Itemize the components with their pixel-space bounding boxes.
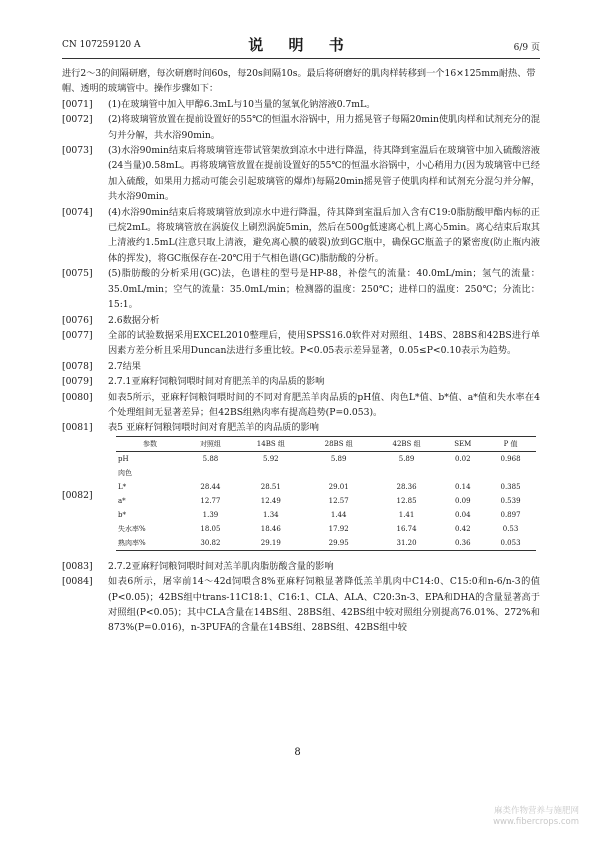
paragraph-number: [0075] [62,268,93,280]
paragraph [62,328,540,359]
paragraph-text: 2.7.1亚麻籽饲粮饲喂时间对育肥羔羊的肉品质的影响 [108,376,325,388]
paragraph [62,390,540,421]
table-cell: 0.02 [454,454,471,463]
paragraph [62,205,540,267]
table-header-cell: SEM [440,436,485,451]
paragraph [62,420,540,435]
table-cell: 0.14 [454,482,471,491]
table-cell: 5.89 [398,454,415,463]
table-cell: 0.053 [485,536,536,551]
document-body [62,66,540,636]
table-cell: 5.88 [202,454,219,463]
patent-number: CN 107259120 A [62,40,141,50]
table-cell: 0.36 [440,536,485,551]
table-cell: 28.44 [200,482,221,491]
table-header-cell: 参数 [116,436,184,451]
table-cell: 29.95 [305,536,373,551]
paragraph [62,112,540,143]
table-cell: 12.85 [396,496,417,505]
table-header-row [116,436,536,451]
paragraph-text: (5)脂肪酸的分析采用(GC)法，色谱柱的型号是HP-88，补偿气的流量：40.0mL/min；氢气的流量：35.0mL/min；空气的流量：35.0mL/min；检测器的温度：250℃；进样口的温度：250℃；分流比：15:1。 [108,268,540,311]
table-cell: 0.04 [454,510,471,519]
table-cell: 1.34 [263,510,279,519]
table-cell: 1.44 [330,510,347,519]
table-cell: 12.49 [260,496,281,505]
table-row [116,522,536,536]
paragraph-text: 如表5所示，亚麻籽饲粮饲喂时间的不同对育肥羔羊肉品质的pH值、肉色L*值、b*值、a*值和失水率在4个处理组间无显著差异；但42BS组熟肉率有提高趋势(P=0.053)。 [108,391,540,418]
table-cell [305,466,373,480]
table-5-block [62,436,540,551]
table-header-cell: 14BS 组 [237,436,305,451]
table-cell: 17.92 [328,524,349,533]
paragraph [62,574,540,636]
table-cell: 0.42 [454,524,471,533]
table-cell [184,466,237,480]
table-cell: 熟肉率% [116,536,184,551]
page-header [62,34,540,56]
table-cell: a* [118,496,126,505]
table-cell: 16.74 [396,524,417,533]
paragraph-number: [0073] [62,145,93,157]
paragraph [62,266,540,312]
table-cell: 肉色 [118,468,132,477]
table-cell: 31.20 [373,536,441,551]
table-cell: 18.05 [200,524,221,533]
paragraph-text: (2)将玻璃管放置在提前设置好的55℃的恒温水浴锅中，用力摇晃管子每隔20min使肌肉样和试剂充分的混匀并分解，共水浴90min。 [108,114,540,141]
table-cell: 0.09 [454,496,471,505]
paragraph-number: [0083] [62,560,93,572]
paragraph [62,374,540,389]
table-5 [116,436,536,551]
table-cell: 18.46 [260,524,281,533]
page-reference: 6/9 页 [513,43,540,53]
paragraph [62,97,540,112]
table-cell: 5.89 [330,454,347,463]
paragraph-text: 2.7结果 [108,360,141,372]
paragraph-text: 如表6所示，屠宰前14～42d饲喂含8%亚麻籽饲粮显著降低羔羊肌肉中C14:0、C15:0和n-6/n-3的值(P<0.05)；42BS组中trans-11C18:1、C16:1、CLA、ALA、C20:3n-3、EPA和DHA的含量显著高于对照组(P<0.05)；其中CLA含量在14BS组、28BS组、42BS组中较对照组分别提高76.01%、272%和873%(P=0.016)，n-3PUFA的含量在14BS组、28BS组、42BS组中较 [108,576,540,634]
table-body [116,451,536,550]
table-cell: 1.41 [398,510,415,519]
table-cell: 0.53 [502,524,519,533]
table-cell: 29.19 [237,536,305,551]
paragraph-number: [0081] [62,422,93,434]
table-cell: 30.82 [184,536,237,551]
paragraph-number: [0080] [62,391,93,403]
table-cell: 28.36 [396,482,417,491]
paragraph [62,143,540,205]
paragraph-text: (4)水浴90min结束后将玻璃管放到凉水中进行降温，待其降到室温后加入含有C19:0脂肪酸甲酯内标的正已烷2mL。将玻璃管放在涡旋仪上刷烈涡旋5min，然后在500g低速离心机上离心5min。离心结束后取其上清液约1.5mL(注意只取上清液，避免离心膜的破裂)放到GC瓶中，确保GC瓶盖子的紧密度(防止瓶内液体的挥发)，将GC瓶保存在-20℃用于气相色谱(GC)脂肪酸的分析。 [108,206,540,264]
paragraphs-top [62,66,540,436]
table-cell: 12.77 [200,496,221,505]
paragraph-number: [0071] [62,98,93,110]
table-header-cell: 对照组 [184,436,237,451]
paragraph-text: 2.6数据分析 [108,314,160,326]
document-title: 说 明 书 [248,36,354,54]
table-cell: 0.539 [500,496,521,505]
table-cell: 0.385 [500,482,521,491]
paragraph-number: [0084] [62,576,93,588]
table-cell: 5.92 [263,454,279,463]
table-header-cell: 42BS 组 [373,436,441,451]
table-cell: pH [118,454,129,463]
table-row [116,536,536,551]
page-number: 8 [294,747,301,758]
table-cell: L* [118,482,127,491]
table-row [116,466,536,480]
header-divider [62,58,540,59]
table-row [116,508,536,522]
paragraph-text: (1)在玻璃管中加入甲醇6.3mL与10当量的氢氧化钠溶液0.7mL。 [108,98,376,110]
paragraph-text: 2.7.2亚麻籽饲粮饲喂时间对羔羊肌肉脂肪酸含量的影响 [108,560,334,572]
table-cell: b* [118,510,126,519]
table-row [116,451,536,466]
paragraph-text: 进行2～3的间隔研磨，每次研磨时间60s，每20s间隔10s。最后将研磨好的肌肉样转移到一个16×125mm耐热、带帽、透明的玻璃管中。操作步骤如下： [62,68,536,95]
table-cell: 29.01 [328,482,349,491]
table-row [116,494,536,508]
table-cell [237,466,305,480]
paragraph-number: [0077] [62,329,93,341]
table-row [116,480,536,494]
table-header-cell: 28BS 组 [305,436,373,451]
paragraph-text: (3)水浴90min结束后将玻璃管连带试管架放到凉水中进行降温，待其降到室温后在玻璃管中加入硫酸溶液(24当量)0.58mL。再将玻璃管放置在提前设置好的55℃的恒温水浴锅中，小心稍用力(因为玻璃管中已经加入硫酸，如果用力摇动可能会引起玻璃管的爆炸)每隔20min摇晃管子使肌肉样和试剂充分混匀并分解，共水浴90min。 [108,145,540,203]
paragraph-number: [0079] [62,376,93,388]
watermark-line-2: www.fibercrops.com [493,817,579,827]
table-cell [485,466,536,480]
paragraph-number: [0072] [62,114,93,126]
watermark [493,806,579,828]
paragraph [62,66,540,97]
paragraph-text: 全部的试验数据采用EXCEL2010整理后，使用SPSS16.0软件对对照组、14BS、28BS和42BS进行单因素方差分析且采用Duncan法进行多重比较。P<0.05表示差异显著，0.05≤P<0.10表示为趋势。 [108,329,540,357]
paragraphs-bottom [62,559,540,636]
table-cell [373,466,441,480]
paragraph-number: [0078] [62,360,93,372]
paragraph [62,313,540,328]
table-cell: 12.57 [328,496,349,505]
paragraph-number: [0076] [62,314,93,326]
paragraph-number: [0074] [62,206,93,218]
watermark-line-1: 麻类作物营养与施肥网 [493,806,579,816]
paragraph-number: [0082] [62,489,93,501]
table-cell: 失水率% [118,524,146,533]
paragraph [62,559,540,574]
table-cell [440,466,485,480]
table-cell: 1.39 [202,510,219,519]
table-header-cell: P 值 [485,436,536,451]
paragraph-text: 表5 亚麻籽饲粮饲喂时间对育肥羔羊的肉品质的影响 [108,422,319,434]
table-cell: 0.897 [500,510,521,519]
paragraph [62,359,540,374]
table-cell: 28.51 [260,482,281,491]
table-cell: 0.968 [500,454,521,463]
